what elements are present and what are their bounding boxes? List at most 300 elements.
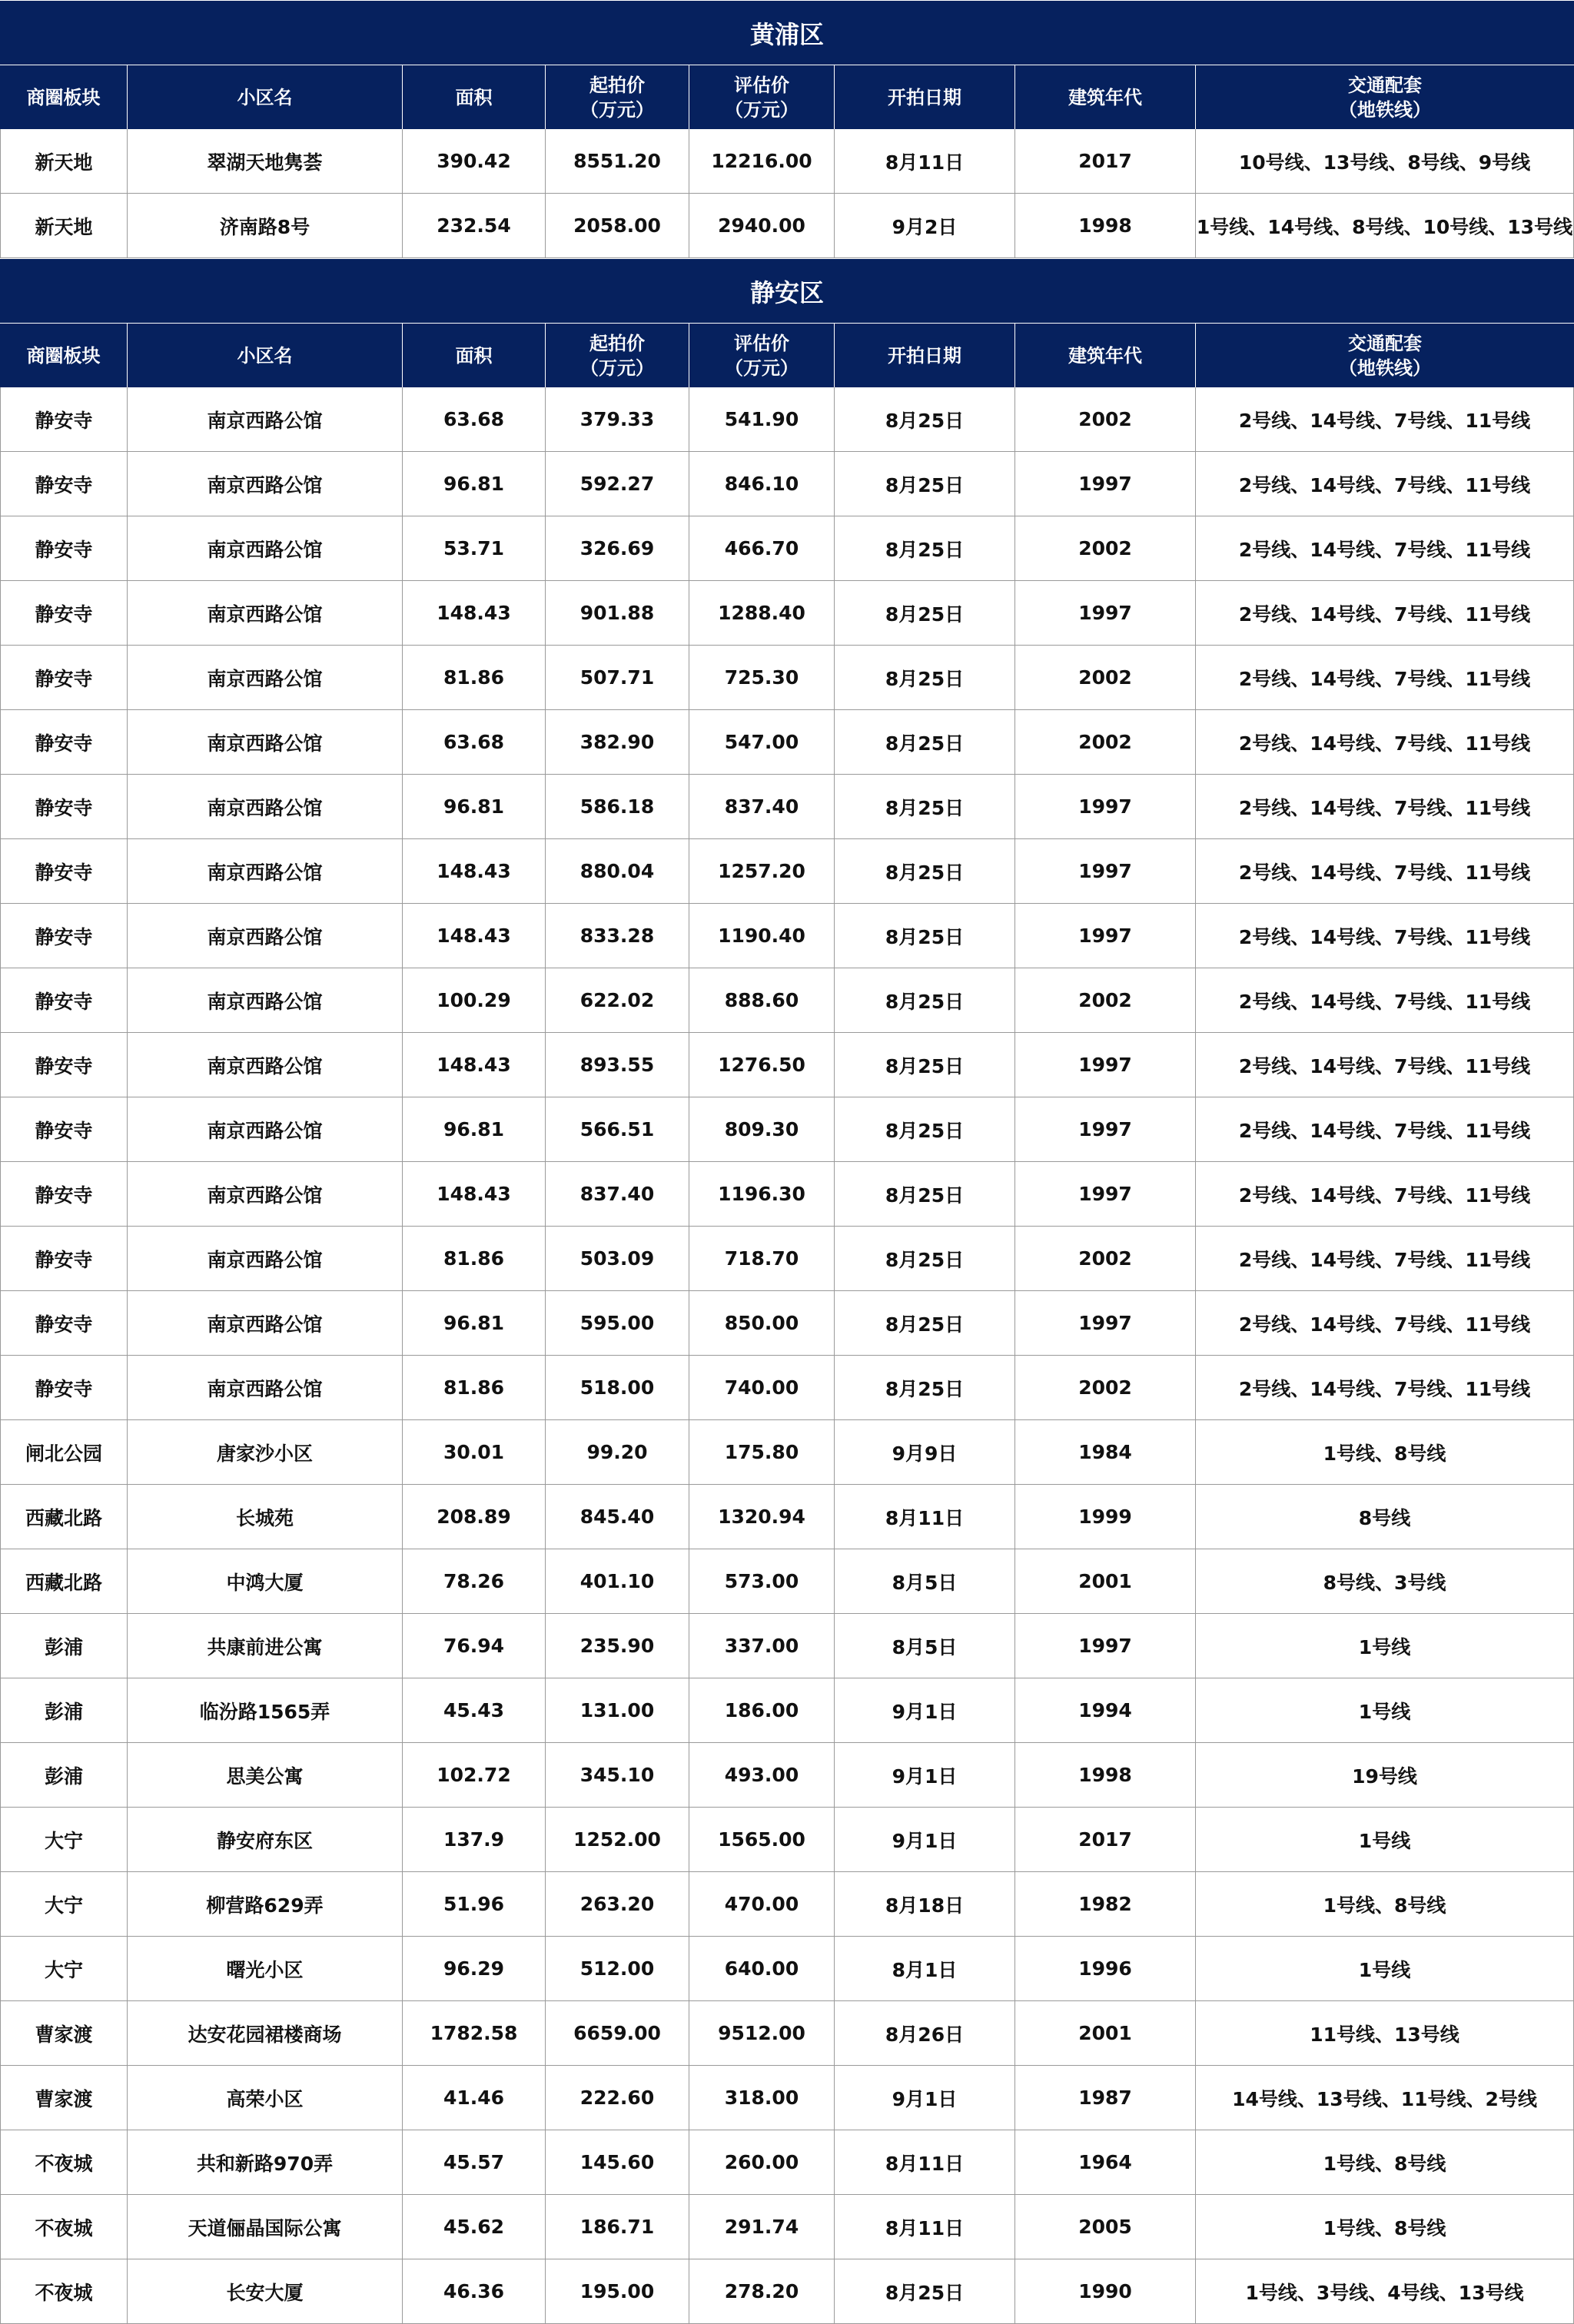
header-area: 面积 <box>403 323 546 387</box>
cell-build-year: 1964 <box>1015 2130 1196 2195</box>
cell-district-area: 彭浦 <box>0 1614 128 1678</box>
cell-area: 81.86 <box>403 1227 546 1291</box>
header-community-name: 小区名 <box>128 65 403 129</box>
table-row <box>0 775 1574 839</box>
table-row <box>0 1549 1574 1614</box>
cell-metro-lines: 2号线、14号线、7号线、11号线 <box>1196 1097 1574 1162</box>
cell-starting-price: 235.90 <box>546 1614 689 1678</box>
cell-build-year: 2005 <box>1015 2195 1196 2259</box>
cell-community-name: 南京西路公馆 <box>128 452 403 516</box>
cell-appraisal-price: 809.30 <box>689 1097 835 1162</box>
cell-metro-lines: 11号线、13号线 <box>1196 2001 1574 2066</box>
cell-appraisal-price: 1196.30 <box>689 1162 835 1227</box>
table-row <box>0 516 1574 581</box>
cell-community-name: 南京西路公馆 <box>128 968 403 1033</box>
cell-appraisal-price: 547.00 <box>689 710 835 775</box>
cell-community-name: 共和新路970弄 <box>128 2130 403 2195</box>
cell-area: 78.26 <box>403 1549 546 1614</box>
cell-area: 53.71 <box>403 516 546 581</box>
cell-appraisal-price: 278.20 <box>689 2259 835 2324</box>
cell-area: 30.01 <box>403 1420 546 1485</box>
cell-auction-date: 8月5日 <box>835 1549 1015 1614</box>
cell-district-area: 静安寺 <box>0 1097 128 1162</box>
cell-district-area: 静安寺 <box>0 387 128 452</box>
cell-appraisal-price: 175.80 <box>689 1420 835 1485</box>
cell-appraisal-price: 837.40 <box>689 775 835 839</box>
cell-build-year: 2002 <box>1015 646 1196 710</box>
cell-build-year: 1997 <box>1015 839 1196 904</box>
cell-build-year: 1982 <box>1015 1872 1196 1937</box>
table-row <box>0 2130 1574 2195</box>
cell-district-area: 静安寺 <box>0 1227 128 1291</box>
table-row <box>0 1033 1574 1097</box>
cell-auction-date: 8月25日 <box>835 452 1015 516</box>
cell-auction-date: 8月25日 <box>835 775 1015 839</box>
cell-area: 148.43 <box>403 581 546 646</box>
cell-starting-price: 518.00 <box>546 1356 689 1420</box>
cell-district-area: 曹家渡 <box>0 2066 128 2130</box>
table-row <box>0 1356 1574 1420</box>
header-community-name: 小区名 <box>128 323 403 387</box>
cell-appraisal-price: 1257.20 <box>689 839 835 904</box>
cell-appraisal-price: 1288.40 <box>689 581 835 646</box>
cell-metro-lines: 10号线、13号线、8号线、9号线 <box>1196 129 1574 194</box>
cell-district-area: 静安寺 <box>0 516 128 581</box>
cell-metro-lines: 2号线、14号线、7号线、11号线 <box>1196 1162 1574 1227</box>
cell-area: 63.68 <box>403 387 546 452</box>
cell-build-year: 1997 <box>1015 1291 1196 1356</box>
cell-starting-price: 345.10 <box>546 1743 689 1808</box>
cell-district-area: 静安寺 <box>0 1033 128 1097</box>
cell-area: 390.42 <box>403 129 546 194</box>
cell-metro-lines: 2号线、14号线、7号线、11号线 <box>1196 1227 1574 1291</box>
cell-district-area: 静安寺 <box>0 839 128 904</box>
cell-area: 45.57 <box>403 2130 546 2195</box>
cell-starting-price: 893.55 <box>546 1033 689 1097</box>
cell-area: 1782.58 <box>403 2001 546 2066</box>
cell-auction-date: 8月11日 <box>835 129 1015 194</box>
cell-starting-price: 131.00 <box>546 1678 689 1743</box>
cell-area: 96.81 <box>403 1291 546 1356</box>
header-appraisal-price: 评估价 （万元） <box>689 65 835 129</box>
cell-auction-date: 9月1日 <box>835 1808 1015 1872</box>
header-metro-lines: 交通配套 （地铁线） <box>1196 65 1574 129</box>
cell-community-name: 南京西路公馆 <box>128 387 403 452</box>
cell-auction-date: 8月25日 <box>835 581 1015 646</box>
cell-community-name: 静安府东区 <box>128 1808 403 1872</box>
header-metro-lines: 交通配套 （地铁线） <box>1196 323 1574 387</box>
cell-community-name: 南京西路公馆 <box>128 775 403 839</box>
cell-build-year: 1997 <box>1015 904 1196 968</box>
header-build-year: 建筑年代 <box>1015 65 1196 129</box>
cell-appraisal-price: 541.90 <box>689 387 835 452</box>
cell-community-name: 南京西路公馆 <box>128 904 403 968</box>
cell-build-year: 1984 <box>1015 1420 1196 1485</box>
header-area: 面积 <box>403 65 546 129</box>
cell-community-name: 长安大厦 <box>128 2259 403 2324</box>
cell-appraisal-price: 1276.50 <box>689 1033 835 1097</box>
header-starting-price: 起拍价 （万元） <box>546 65 689 129</box>
section-title: 静安区 <box>0 258 1574 323</box>
cell-starting-price: 326.69 <box>546 516 689 581</box>
cell-area: 148.43 <box>403 904 546 968</box>
cell-district-area: 静安寺 <box>0 1291 128 1356</box>
table-row <box>0 1872 1574 1937</box>
cell-metro-lines: 2号线、14号线、7号线、11号线 <box>1196 1356 1574 1420</box>
cell-area: 63.68 <box>403 710 546 775</box>
cell-starting-price: 99.20 <box>546 1420 689 1485</box>
cell-district-area: 静安寺 <box>0 968 128 1033</box>
table-row <box>0 2259 1574 2324</box>
cell-district-area: 大宁 <box>0 1808 128 1872</box>
cell-auction-date: 8月25日 <box>835 646 1015 710</box>
cell-build-year: 2002 <box>1015 710 1196 775</box>
cell-starting-price: 622.02 <box>546 968 689 1033</box>
table-header-row <box>0 323 1574 387</box>
cell-district-area: 彭浦 <box>0 1678 128 1743</box>
cell-appraisal-price: 12216.00 <box>689 129 835 194</box>
cell-community-name: 长城苑 <box>128 1485 403 1549</box>
cell-area: 96.29 <box>403 1937 546 2001</box>
table-row <box>0 452 1574 516</box>
cell-build-year: 1997 <box>1015 1033 1196 1097</box>
cell-auction-date: 9月1日 <box>835 2066 1015 2130</box>
cell-appraisal-price: 186.00 <box>689 1678 835 1743</box>
cell-metro-lines: 1号线 <box>1196 1937 1574 2001</box>
cell-area: 137.9 <box>403 1808 546 1872</box>
cell-metro-lines: 14号线、13号线、11号线、2号线 <box>1196 2066 1574 2130</box>
cell-community-name: 柳营路629弄 <box>128 1872 403 1937</box>
cell-build-year: 1999 <box>1015 1485 1196 1549</box>
cell-auction-date: 8月25日 <box>835 839 1015 904</box>
cell-starting-price: 566.51 <box>546 1097 689 1162</box>
cell-starting-price: 586.18 <box>546 775 689 839</box>
cell-auction-date: 8月25日 <box>835 2259 1015 2324</box>
cell-metro-lines: 1号线、8号线 <box>1196 1420 1574 1485</box>
cell-appraisal-price: 1565.00 <box>689 1808 835 1872</box>
cell-community-name: 天道俪晶国际公寓 <box>128 2195 403 2259</box>
cell-auction-date: 8月1日 <box>835 1937 1015 2001</box>
header-auction-date: 开拍日期 <box>835 323 1015 387</box>
cell-area: 148.43 <box>403 1162 546 1227</box>
cell-starting-price: 512.00 <box>546 1937 689 2001</box>
cell-area: 96.81 <box>403 775 546 839</box>
cell-district-area: 静安寺 <box>0 452 128 516</box>
cell-area: 96.81 <box>403 452 546 516</box>
cell-auction-date: 8月25日 <box>835 516 1015 581</box>
cell-community-name: 唐家沙小区 <box>128 1420 403 1485</box>
cell-auction-date: 8月25日 <box>835 1227 1015 1291</box>
cell-auction-date: 8月25日 <box>835 1356 1015 1420</box>
cell-metro-lines: 2号线、14号线、7号线、11号线 <box>1196 904 1574 968</box>
section-title: 黄浦区 <box>0 0 1574 65</box>
cell-community-name: 临汾路1565弄 <box>128 1678 403 1743</box>
cell-auction-date: 8月25日 <box>835 710 1015 775</box>
cell-appraisal-price: 740.00 <box>689 1356 835 1420</box>
cell-appraisal-price: 260.00 <box>689 2130 835 2195</box>
cell-appraisal-price: 318.00 <box>689 2066 835 2130</box>
cell-auction-date: 8月5日 <box>835 1614 1015 1678</box>
cell-auction-date: 8月11日 <box>835 1485 1015 1549</box>
cell-area: 81.86 <box>403 1356 546 1420</box>
cell-starting-price: 401.10 <box>546 1549 689 1614</box>
cell-build-year: 1998 <box>1015 194 1196 258</box>
table-row <box>0 1227 1574 1291</box>
cell-auction-date: 8月25日 <box>835 1291 1015 1356</box>
cell-build-year: 2002 <box>1015 1356 1196 1420</box>
cell-appraisal-price: 337.00 <box>689 1614 835 1678</box>
cell-district-area: 静安寺 <box>0 775 128 839</box>
cell-build-year: 1998 <box>1015 1743 1196 1808</box>
cell-auction-date: 8月25日 <box>835 1033 1015 1097</box>
cell-community-name: 中鸿大厦 <box>128 1549 403 1614</box>
cell-starting-price: 592.27 <box>546 452 689 516</box>
cell-community-name: 南京西路公馆 <box>128 1356 403 1420</box>
cell-metro-lines: 2号线、14号线、7号线、11号线 <box>1196 710 1574 775</box>
cell-auction-date: 9月9日 <box>835 1420 1015 1485</box>
cell-district-area: 彭浦 <box>0 1743 128 1808</box>
table-row <box>0 1743 1574 1808</box>
cell-starting-price: 845.40 <box>546 1485 689 1549</box>
cell-starting-price: 507.71 <box>546 646 689 710</box>
cell-community-name: 南京西路公馆 <box>128 1291 403 1356</box>
cell-metro-lines: 2号线、14号线、7号线、11号线 <box>1196 387 1574 452</box>
table-row <box>0 194 1574 258</box>
header-appraisal-price: 评估价 （万元） <box>689 323 835 387</box>
cell-appraisal-price: 1320.94 <box>689 1485 835 1549</box>
cell-district-area: 静安寺 <box>0 646 128 710</box>
cell-community-name: 南京西路公馆 <box>128 1033 403 1097</box>
cell-auction-date: 8月25日 <box>835 968 1015 1033</box>
cell-district-area: 西藏北路 <box>0 1485 128 1549</box>
table-row <box>0 1420 1574 1485</box>
table-row <box>0 581 1574 646</box>
cell-community-name: 曙光小区 <box>128 1937 403 2001</box>
cell-district-area: 不夜城 <box>0 2259 128 2324</box>
cell-starting-price: 379.33 <box>546 387 689 452</box>
table-row <box>0 646 1574 710</box>
cell-area: 232.54 <box>403 194 546 258</box>
table-row <box>0 387 1574 452</box>
cell-build-year: 1997 <box>1015 1097 1196 1162</box>
cell-appraisal-price: 470.00 <box>689 1872 835 1937</box>
cell-metro-lines: 2号线、14号线、7号线、11号线 <box>1196 775 1574 839</box>
cell-appraisal-price: 725.30 <box>689 646 835 710</box>
cell-starting-price: 837.40 <box>546 1162 689 1227</box>
cell-auction-date: 9月1日 <box>835 1743 1015 1808</box>
cell-district-area: 不夜城 <box>0 2130 128 2195</box>
cell-metro-lines: 2号线、14号线、7号线、11号线 <box>1196 1033 1574 1097</box>
table-row <box>0 1808 1574 1872</box>
cell-auction-date: 9月1日 <box>835 1678 1015 1743</box>
cell-appraisal-price: 1190.40 <box>689 904 835 968</box>
cell-appraisal-price: 850.00 <box>689 1291 835 1356</box>
cell-area: 102.72 <box>403 1743 546 1808</box>
cell-starting-price: 2058.00 <box>546 194 689 258</box>
cell-starting-price: 263.20 <box>546 1872 689 1937</box>
cell-metro-lines: 19号线 <box>1196 1743 1574 1808</box>
cell-appraisal-price: 9512.00 <box>689 2001 835 2066</box>
cell-auction-date: 8月25日 <box>835 1162 1015 1227</box>
cell-build-year: 2001 <box>1015 2001 1196 2066</box>
cell-area: 208.89 <box>403 1485 546 1549</box>
cell-build-year: 2017 <box>1015 129 1196 194</box>
cell-auction-date: 8月11日 <box>835 2130 1015 2195</box>
cell-metro-lines: 1号线、14号线、8号线、10号线、13号线 <box>1196 194 1574 258</box>
table-row <box>0 2066 1574 2130</box>
header-starting-price: 起拍价 （万元） <box>546 323 689 387</box>
cell-appraisal-price: 573.00 <box>689 1549 835 1614</box>
cell-appraisal-price: 466.70 <box>689 516 835 581</box>
cell-auction-date: 8月25日 <box>835 904 1015 968</box>
cell-district-area: 大宁 <box>0 1872 128 1937</box>
cell-community-name: 共康前进公寓 <box>128 1614 403 1678</box>
table-row <box>0 710 1574 775</box>
cell-metro-lines: 2号线、14号线、7号线、11号线 <box>1196 581 1574 646</box>
cell-metro-lines: 2号线、14号线、7号线、11号线 <box>1196 646 1574 710</box>
cell-district-area: 大宁 <box>0 1937 128 2001</box>
cell-area: 46.36 <box>403 2259 546 2324</box>
cell-district-area: 新天地 <box>0 129 128 194</box>
cell-community-name: 济南路8号 <box>128 194 403 258</box>
cell-starting-price: 186.71 <box>546 2195 689 2259</box>
cell-build-year: 1997 <box>1015 775 1196 839</box>
cell-appraisal-price: 718.70 <box>689 1227 835 1291</box>
cell-area: 100.29 <box>403 968 546 1033</box>
cell-starting-price: 901.88 <box>546 581 689 646</box>
cell-area: 45.43 <box>403 1678 546 1743</box>
table-row <box>0 1291 1574 1356</box>
cell-community-name: 南京西路公馆 <box>128 839 403 904</box>
cell-community-name: 达安花园裙楼商场 <box>128 2001 403 2066</box>
cell-auction-date: 8月26日 <box>835 2001 1015 2066</box>
cell-auction-date: 8月25日 <box>835 387 1015 452</box>
cell-build-year: 2002 <box>1015 387 1196 452</box>
table-row <box>0 2195 1574 2259</box>
table-row <box>0 2001 1574 2066</box>
cell-area: 41.46 <box>403 2066 546 2130</box>
cell-starting-price: 8551.20 <box>546 129 689 194</box>
cell-district-area: 西藏北路 <box>0 1549 128 1614</box>
cell-build-year: 1994 <box>1015 1678 1196 1743</box>
table-row <box>0 1097 1574 1162</box>
cell-community-name: 南京西路公馆 <box>128 710 403 775</box>
cell-metro-lines: 2号线、14号线、7号线、11号线 <box>1196 452 1574 516</box>
cell-auction-date: 8月11日 <box>835 2195 1015 2259</box>
cell-auction-date: 8月18日 <box>835 1872 1015 1937</box>
cell-build-year: 2002 <box>1015 968 1196 1033</box>
cell-appraisal-price: 493.00 <box>689 1743 835 1808</box>
cell-area: 76.94 <box>403 1614 546 1678</box>
cell-metro-lines: 2号线、14号线、7号线、11号线 <box>1196 1291 1574 1356</box>
cell-build-year: 2002 <box>1015 1227 1196 1291</box>
cell-metro-lines: 1号线 <box>1196 1614 1574 1678</box>
cell-district-area: 静安寺 <box>0 581 128 646</box>
table-row <box>0 839 1574 904</box>
cell-build-year: 2002 <box>1015 516 1196 581</box>
cell-starting-price: 222.60 <box>546 2066 689 2130</box>
cell-district-area: 新天地 <box>0 194 128 258</box>
cell-metro-lines: 8号线、3号线 <box>1196 1549 1574 1614</box>
cell-district-area: 曹家渡 <box>0 2001 128 2066</box>
cell-community-name: 南京西路公馆 <box>128 516 403 581</box>
cell-starting-price: 382.90 <box>546 710 689 775</box>
table-row <box>0 904 1574 968</box>
cell-appraisal-price: 846.10 <box>689 452 835 516</box>
cell-area: 96.81 <box>403 1097 546 1162</box>
cell-starting-price: 595.00 <box>546 1291 689 1356</box>
cell-appraisal-price: 888.60 <box>689 968 835 1033</box>
table-row <box>0 1678 1574 1743</box>
cell-auction-date: 9月2日 <box>835 194 1015 258</box>
cell-metro-lines: 1号线 <box>1196 1808 1574 1872</box>
cell-metro-lines: 2号线、14号线、7号线、11号线 <box>1196 516 1574 581</box>
cell-metro-lines: 1号线、8号线 <box>1196 2195 1574 2259</box>
cell-starting-price: 1252.00 <box>546 1808 689 1872</box>
table-row <box>0 968 1574 1033</box>
cell-district-area: 静安寺 <box>0 1356 128 1420</box>
table-row <box>0 1937 1574 2001</box>
cell-starting-price: 503.09 <box>546 1227 689 1291</box>
cell-metro-lines: 1号线、8号线 <box>1196 2130 1574 2195</box>
cell-community-name: 南京西路公馆 <box>128 1097 403 1162</box>
cell-metro-lines: 2号线、14号线、7号线、11号线 <box>1196 839 1574 904</box>
cell-metro-lines: 1号线、3号线、4号线、13号线 <box>1196 2259 1574 2324</box>
cell-starting-price: 195.00 <box>546 2259 689 2324</box>
cell-area: 148.43 <box>403 839 546 904</box>
cell-community-name: 南京西路公馆 <box>128 581 403 646</box>
cell-district-area: 闸北公园 <box>0 1420 128 1485</box>
cell-metro-lines: 1号线、8号线 <box>1196 1872 1574 1937</box>
cell-community-name: 南京西路公馆 <box>128 1227 403 1291</box>
cell-area: 81.86 <box>403 646 546 710</box>
cell-starting-price: 6659.00 <box>546 2001 689 2066</box>
cell-starting-price: 833.28 <box>546 904 689 968</box>
table-header-row <box>0 65 1574 129</box>
header-build-year: 建筑年代 <box>1015 323 1196 387</box>
cell-build-year: 2001 <box>1015 1549 1196 1614</box>
cell-metro-lines: 8号线 <box>1196 1485 1574 1549</box>
header-district-area: 商圈板块 <box>0 65 128 129</box>
cell-starting-price: 880.04 <box>546 839 689 904</box>
cell-build-year: 1997 <box>1015 1162 1196 1227</box>
cell-district-area: 静安寺 <box>0 1162 128 1227</box>
cell-appraisal-price: 640.00 <box>689 1937 835 2001</box>
cell-area: 51.96 <box>403 1872 546 1937</box>
table-row <box>0 1485 1574 1549</box>
table-row <box>0 129 1574 194</box>
cell-auction-date: 8月25日 <box>835 1097 1015 1162</box>
cell-build-year: 1990 <box>1015 2259 1196 2324</box>
cell-starting-price: 145.60 <box>546 2130 689 2195</box>
cell-community-name: 思美公寓 <box>128 1743 403 1808</box>
header-district-area: 商圈板块 <box>0 323 128 387</box>
table-row <box>0 1614 1574 1678</box>
cell-build-year: 1987 <box>1015 2066 1196 2130</box>
cell-build-year: 1997 <box>1015 1614 1196 1678</box>
cell-community-name: 翠湖天地隽荟 <box>128 129 403 194</box>
cell-appraisal-price: 291.74 <box>689 2195 835 2259</box>
cell-community-name: 高荣小区 <box>128 2066 403 2130</box>
cell-district-area: 静安寺 <box>0 710 128 775</box>
cell-build-year: 1996 <box>1015 1937 1196 2001</box>
cell-appraisal-price: 2940.00 <box>689 194 835 258</box>
cell-build-year: 1997 <box>1015 452 1196 516</box>
cell-build-year: 1997 <box>1015 581 1196 646</box>
cell-metro-lines: 1号线 <box>1196 1678 1574 1743</box>
table-row <box>0 1162 1574 1227</box>
cell-community-name: 南京西路公馆 <box>128 1162 403 1227</box>
